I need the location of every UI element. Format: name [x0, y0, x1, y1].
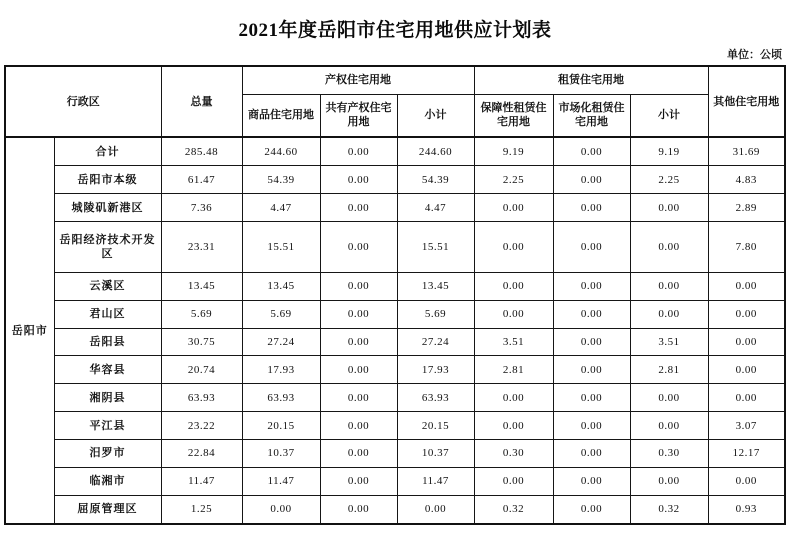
header-rental-subtotal: 小计: [630, 94, 708, 137]
value-cell-prop-subtotal: 4.47: [397, 194, 474, 222]
value-cell-guaranteed: 0.30: [474, 440, 553, 468]
value-cell-market: 0.00: [553, 300, 630, 328]
region-name-cell: 平江县: [54, 412, 161, 440]
value-cell-total: 20.74: [161, 356, 242, 384]
header-region: 行政区: [5, 66, 161, 137]
value-cell-total: 5.69: [161, 300, 242, 328]
value-cell-prop-subtotal: 10.37: [397, 440, 474, 468]
value-cell-market: 0.00: [553, 221, 630, 272]
value-cell-total: 61.47: [161, 166, 242, 194]
value-cell-rental-subtotal: 3.51: [630, 328, 708, 356]
value-cell-commodity: 244.60: [242, 137, 320, 166]
header-total: 总量: [161, 66, 242, 137]
value-cell-total: 1.25: [161, 495, 242, 524]
value-cell-other: 0.00: [708, 356, 785, 384]
value-cell-other: 7.80: [708, 221, 785, 272]
value-cell-total: 285.48: [161, 137, 242, 166]
value-cell-rental-subtotal: 0.00: [630, 194, 708, 222]
header-market-rental: 市场化租赁住宅用地: [553, 94, 630, 137]
value-cell-rental-subtotal: 2.25: [630, 166, 708, 194]
value-cell-shared: 0.00: [320, 328, 397, 356]
header-rental-group: 租赁住宅用地: [474, 66, 708, 94]
value-cell-shared: 0.00: [320, 440, 397, 468]
header-property-group: 产权住宅用地: [242, 66, 474, 94]
value-cell-other: 2.89: [708, 194, 785, 222]
table-body: [5, 137, 785, 524]
value-cell-guaranteed: 3.51: [474, 328, 553, 356]
value-cell-shared: 0.00: [320, 166, 397, 194]
table-row: [5, 166, 785, 194]
table-row: [5, 221, 785, 272]
table-row: [5, 137, 785, 166]
table-row: [5, 495, 785, 524]
value-cell-market: 0.00: [553, 137, 630, 166]
value-cell-other: 12.17: [708, 440, 785, 468]
value-cell-prop-subtotal: 54.39: [397, 166, 474, 194]
value-cell-rental-subtotal: 0.00: [630, 467, 708, 495]
value-cell-market: 0.00: [553, 328, 630, 356]
value-cell-prop-subtotal: 20.15: [397, 412, 474, 440]
header-shared-ownership: 共有产权住宅用地: [320, 94, 397, 137]
region-name-cell: 岳阳县: [54, 328, 161, 356]
value-cell-prop-subtotal: 244.60: [397, 137, 474, 166]
region-name-cell: 城陵矶新港区: [54, 194, 161, 222]
value-cell-shared: 0.00: [320, 272, 397, 300]
header-guaranteed-rental: 保障性租赁住宅用地: [474, 94, 553, 137]
value-cell-guaranteed: 0.00: [474, 384, 553, 412]
region-name-cell: 君山区: [54, 300, 161, 328]
value-cell-other: 4.83: [708, 166, 785, 194]
unit-label: 单位：公顷: [727, 49, 782, 61]
region-name-cell: 湘阴县: [54, 384, 161, 412]
value-cell-rental-subtotal: 0.00: [630, 412, 708, 440]
value-cell-commodity: 4.47: [242, 194, 320, 222]
value-cell-commodity: 17.93: [242, 356, 320, 384]
region-name-cell: 汨罗市: [54, 440, 161, 468]
value-cell-rental-subtotal: 0.00: [630, 272, 708, 300]
table-row: [5, 300, 785, 328]
value-cell-commodity: 5.69: [242, 300, 320, 328]
header-property-subtotal: 小计: [397, 94, 474, 137]
value-cell-prop-subtotal: 17.93: [397, 356, 474, 384]
value-cell-shared: 0.00: [320, 194, 397, 222]
page-title: 2021年度岳阳市住宅用地供应计划表: [238, 20, 552, 41]
table-row: [5, 467, 785, 495]
value-cell-total: 23.22: [161, 412, 242, 440]
value-cell-other: 0.00: [708, 328, 785, 356]
region-name-cell: 临湘市: [54, 467, 161, 495]
value-cell-shared: 0.00: [320, 300, 397, 328]
value-cell-rental-subtotal: 0.00: [630, 300, 708, 328]
value-cell-total: 7.36: [161, 194, 242, 222]
value-cell-other: 0.00: [708, 467, 785, 495]
value-cell-rental-subtotal: 2.81: [630, 356, 708, 384]
region-name-cell: 屈原管理区: [54, 495, 161, 524]
city-merged-cell: 岳阳市: [5, 137, 54, 524]
value-cell-market: 0.00: [553, 272, 630, 300]
table-row: [5, 328, 785, 356]
region-name-cell: 华容县: [54, 356, 161, 384]
value-cell-commodity: 63.93: [242, 384, 320, 412]
table-row: [5, 272, 785, 300]
value-cell-total: 13.45: [161, 272, 242, 300]
value-cell-other: 0.00: [708, 300, 785, 328]
value-cell-rental-subtotal: 0.30: [630, 440, 708, 468]
value-cell-prop-subtotal: 11.47: [397, 467, 474, 495]
value-cell-prop-subtotal: 0.00: [397, 495, 474, 524]
value-cell-market: 0.00: [553, 166, 630, 194]
value-cell-guaranteed: 0.00: [474, 412, 553, 440]
header-row-groups: [5, 66, 785, 94]
value-cell-other: 0.93: [708, 495, 785, 524]
header-other: 其他住宅用地: [708, 66, 785, 137]
value-cell-total: 11.47: [161, 467, 242, 495]
table-row: [5, 384, 785, 412]
value-cell-guaranteed: 2.81: [474, 356, 553, 384]
value-cell-commodity: 10.37: [242, 440, 320, 468]
value-cell-guaranteed: 0.32: [474, 495, 553, 524]
value-cell-rental-subtotal: 9.19: [630, 137, 708, 166]
value-cell-commodity: 27.24: [242, 328, 320, 356]
table-row: [5, 412, 785, 440]
value-cell-prop-subtotal: 15.51: [397, 221, 474, 272]
value-cell-market: 0.00: [553, 467, 630, 495]
header-commodity: 商品住宅用地: [242, 94, 320, 137]
value-cell-guaranteed: 0.00: [474, 272, 553, 300]
table-header: [5, 66, 785, 137]
region-name-cell: 云溪区: [54, 272, 161, 300]
value-cell-guaranteed: 0.00: [474, 221, 553, 272]
value-cell-market: 0.00: [553, 412, 630, 440]
value-cell-prop-subtotal: 5.69: [397, 300, 474, 328]
value-cell-market: 0.00: [553, 495, 630, 524]
value-cell-shared: 0.00: [320, 412, 397, 440]
value-cell-total: 30.75: [161, 328, 242, 356]
value-cell-other: 0.00: [708, 272, 785, 300]
value-cell-guaranteed: 2.25: [474, 166, 553, 194]
region-name-cell: 岳阳经济技术开发区: [54, 221, 161, 272]
value-cell-prop-subtotal: 27.24: [397, 328, 474, 356]
value-cell-guaranteed: 0.00: [474, 467, 553, 495]
value-cell-market: 0.00: [553, 356, 630, 384]
value-cell-total: 23.31: [161, 221, 242, 272]
value-cell-market: 0.00: [553, 440, 630, 468]
value-cell-guaranteed: 9.19: [474, 137, 553, 166]
value-cell-commodity: 54.39: [242, 166, 320, 194]
value-cell-shared: 0.00: [320, 467, 397, 495]
region-name-cell: 岳阳市本级: [54, 166, 161, 194]
value-cell-commodity: 11.47: [242, 467, 320, 495]
table-row: [5, 440, 785, 468]
value-cell-total: 63.93: [161, 384, 242, 412]
value-cell-total: 22.84: [161, 440, 242, 468]
region-name-cell: 合计: [54, 137, 161, 166]
table-row: [5, 356, 785, 384]
value-cell-rental-subtotal: 0.00: [630, 384, 708, 412]
value-cell-other: 0.00: [708, 384, 785, 412]
value-cell-shared: 0.00: [320, 221, 397, 272]
value-cell-commodity: 0.00: [242, 495, 320, 524]
value-cell-commodity: 20.15: [242, 412, 320, 440]
value-cell-prop-subtotal: 13.45: [397, 272, 474, 300]
table-row: [5, 194, 785, 222]
value-cell-shared: 0.00: [320, 356, 397, 384]
value-cell-prop-subtotal: 63.93: [397, 384, 474, 412]
value-cell-shared: 0.00: [320, 495, 397, 524]
value-cell-other: 3.07: [708, 412, 785, 440]
supply-plan-table: [4, 65, 786, 525]
value-cell-commodity: 13.45: [242, 272, 320, 300]
value-cell-rental-subtotal: 0.00: [630, 221, 708, 272]
value-cell-market: 0.00: [553, 194, 630, 222]
value-cell-guaranteed: 0.00: [474, 194, 553, 222]
value-cell-guaranteed: 0.00: [474, 300, 553, 328]
value-cell-market: 0.00: [553, 384, 630, 412]
value-cell-rental-subtotal: 0.32: [630, 495, 708, 524]
value-cell-shared: 0.00: [320, 137, 397, 166]
value-cell-commodity: 15.51: [242, 221, 320, 272]
value-cell-other: 31.69: [708, 137, 785, 166]
value-cell-shared: 0.00: [320, 384, 397, 412]
